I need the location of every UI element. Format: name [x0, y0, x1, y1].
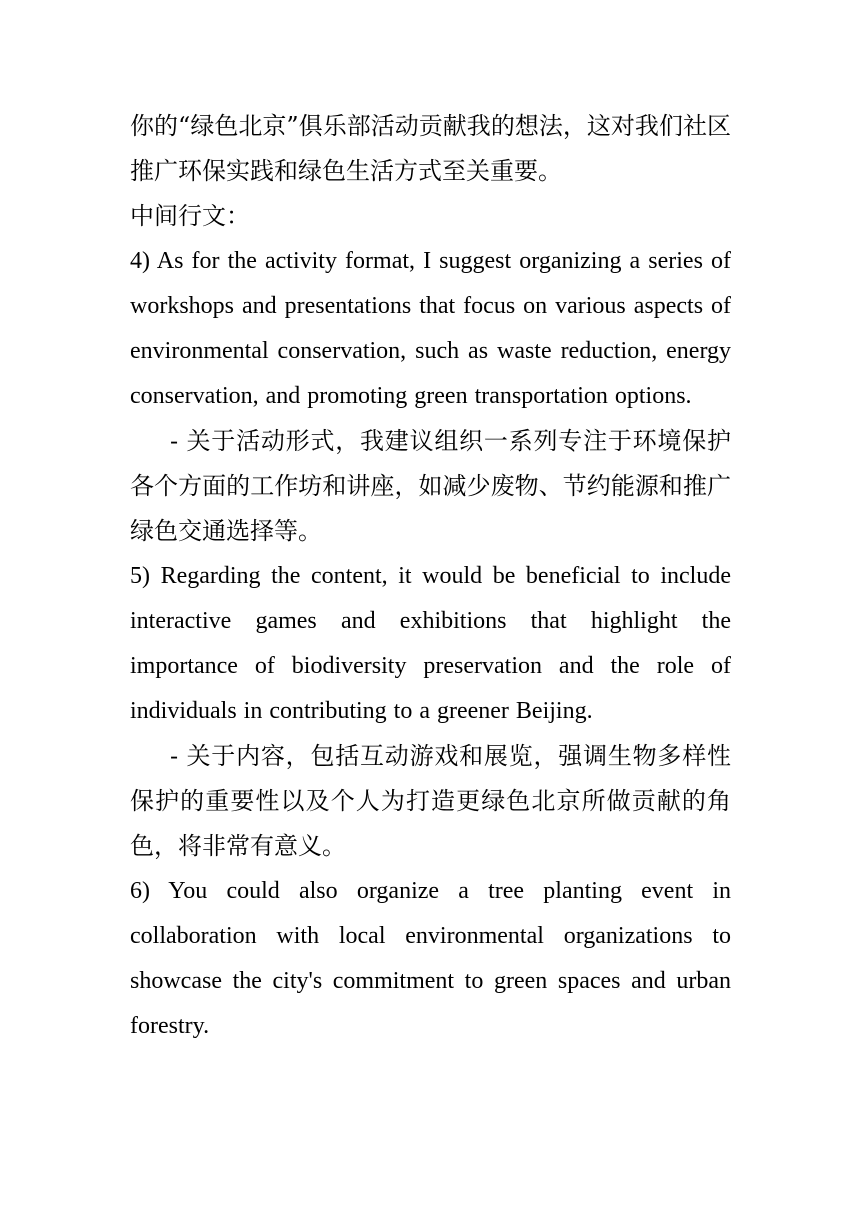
item-4-chinese: - 关于活动形式，我建议组织一系列专注于环境保护各个方面的工作坊和讲座，如减少废物、节约能源和推广绿色交通选择等。 — [130, 427, 731, 545]
item-4-english: 4) As for the activity format, I suggest organizing a series of workshops and presentations that focus on various aspects of environmental conservation, such as waste reduction, energy conservation, and promoting green transportation options. — [130, 248, 731, 409]
item-6-english: 6) You could also organize a tree planting event in collaboration with local environmental organizations to showcase the city's commitment to green spaces and urban forestry. — [130, 878, 731, 1039]
item-5-english: 5) Regarding the content, it would be beneficial to include interactive games and exhibitions that highlight the importance of biodiversity preservation and the role of individuals in contributing to a greener Beijing. — [130, 563, 731, 724]
item-5-chinese: - 关于内容，包括互动游戏和展览，强调生物多样性保护的重要性以及个人为打造更绿色北京所做贡献的角色，将非常有意义。 — [130, 742, 731, 860]
intro-paragraph: 你的“绿色北京”俱乐部活动贡献我的想法，这对我们社区推广环保实践和绿色生活方式至关重要。 — [130, 112, 731, 185]
document-body — [130, 104, 731, 1049]
section-heading: 中间行文： — [130, 202, 250, 230]
